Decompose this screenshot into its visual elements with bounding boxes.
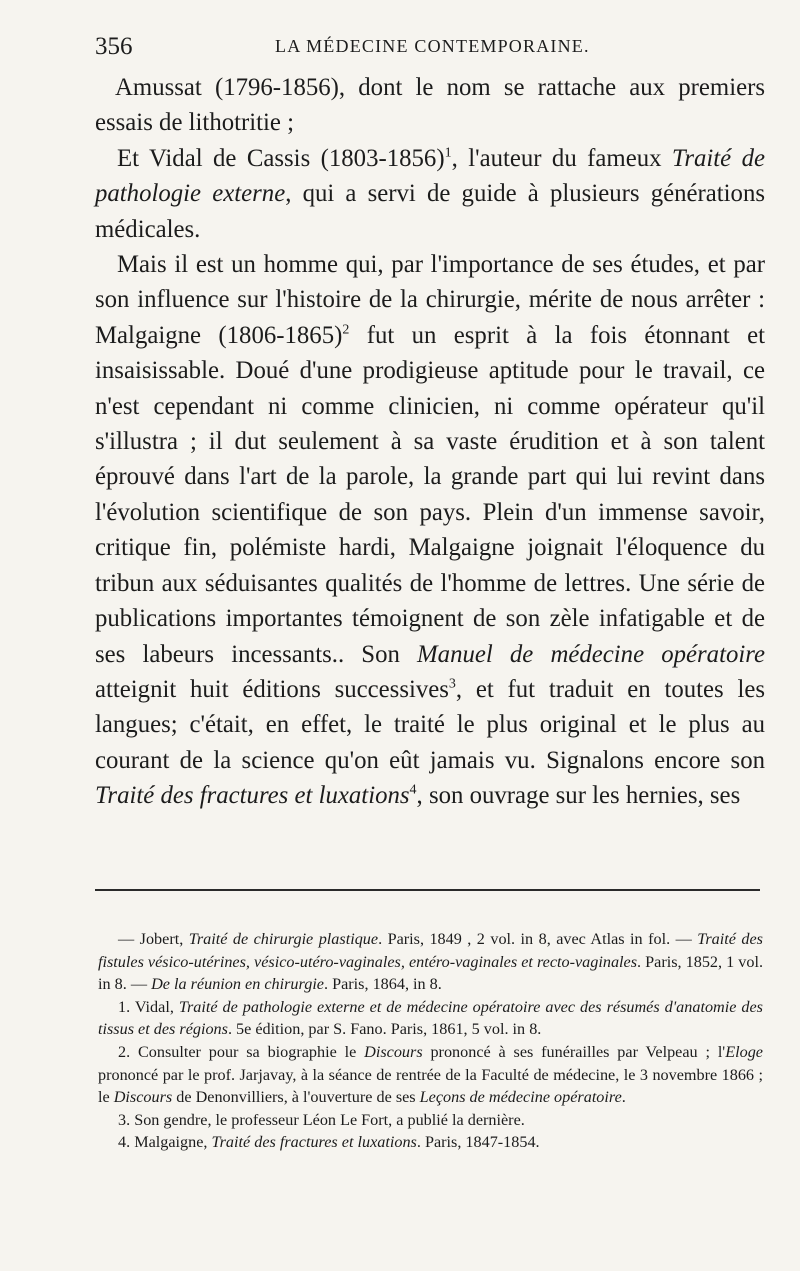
title-italic: Traité des fractures et luxations bbox=[95, 782, 410, 810]
page-number: 356 bbox=[95, 33, 133, 60]
running-title: LA MÉDECINE CONTEMPORAINE. bbox=[275, 36, 590, 56]
text-run: atteignit huit éditions successives bbox=[95, 675, 449, 703]
footnote-ref-4: 4 bbox=[409, 782, 417, 798]
footnotes bbox=[98, 928, 763, 1154]
title-italic: Traité de chirurgie plastique bbox=[188, 930, 379, 948]
footnote-ref-3: 3 bbox=[448, 676, 456, 692]
footnote-divider bbox=[95, 889, 760, 891]
footnote-ref-2: 2 bbox=[342, 322, 350, 338]
text-run: — Jobert, bbox=[118, 930, 189, 948]
title-italic: Discours bbox=[113, 1088, 173, 1107]
title-italic: Traité des fistules vésico-utérines, vésico-utéro-vaginales, entéro-vaginales et recto-vaginales bbox=[98, 930, 763, 971]
title-italic: Traité de pathologie externe et de médecine opératoire avec des résumés d'anatomie des tissus et des régions bbox=[98, 997, 763, 1039]
title-italic: Discours bbox=[364, 1042, 423, 1061]
title-italic: Traité des fractures et luxations bbox=[211, 1133, 417, 1152]
main-text bbox=[95, 70, 765, 814]
text-run: . Paris, 1849 , 2 vol. in 8, avec Atlas in fol. — bbox=[378, 930, 698, 948]
text-run: 1. Vidal, bbox=[118, 997, 179, 1016]
text-run: 4. Malgaigne, bbox=[118, 1133, 212, 1152]
text-run: , l'auteur du fameux bbox=[451, 144, 672, 172]
footnote-4 bbox=[98, 1131, 763, 1154]
title-italic: De la réunion en chirurgie bbox=[151, 975, 324, 994]
footnote-ref-1: 1 bbox=[444, 145, 452, 161]
title-italic: Traité de pathologie externe bbox=[95, 144, 765, 208]
paragraph-vidal bbox=[95, 141, 765, 247]
text-run: 2. Consulter pour sa biographie le bbox=[118, 1042, 365, 1061]
text-run: . Paris, 1852, 1 vol. in 8. — bbox=[98, 952, 764, 994]
text-run: . bbox=[621, 1088, 626, 1107]
text-run: prononcé par le prof. Jarjavay, à la séance de rentrée de la Faculté de médecine, le 3 novembre 1866 ; le bbox=[98, 1065, 763, 1107]
footnote-2 bbox=[98, 1041, 763, 1109]
title-italic: Manuel de médecine opératoire bbox=[417, 640, 765, 668]
text-run: Mais il est un homme qui, par l'importance de ses études, et par son influence sur l'histoire de la chirurgie, mérite de nous arrêter : Malgaigne (1806-1865) bbox=[95, 251, 765, 349]
text-run: , et fut traduit en toutes les langues; c'était, en effet, le traité le plus original et le plus au courant de la science qu'on eût jamais vu. Signalons encore son bbox=[95, 675, 765, 774]
footnote-1 bbox=[98, 996, 763, 1041]
title-italic: Eloge bbox=[725, 1042, 763, 1061]
paragraph-malgaigne bbox=[95, 247, 765, 814]
page-header bbox=[95, 33, 765, 63]
text-run: . 5e édition, par S. Fano. Paris, 1861, 5 vol. in 8. bbox=[227, 1020, 542, 1039]
text-run: , son ouvrage sur les hernies, ses bbox=[416, 782, 741, 810]
text-run: . Paris, 1864, in 8. bbox=[324, 975, 442, 994]
text-run: Et Vidal de Cassis (1803-1856) bbox=[117, 144, 445, 172]
text-run: fut un esprit à la fois étonnant et insaisissable. Doué d'une prodigieuse aptitude pour le travail, ce n'est cependant ni comme clinicien, ni comme opérateur qu'il s'illustra ; il dut seulement à sa vaste érudition et à son talent éprouvé dans l'art de la parole, la grande part qui lui revint dans l'évolution scientifique de son pays. Plein d'un immense savoir, critique fin, polémiste hardi, Malgaigne joignait l'éloquence du tribun aux séduisantes qualités de l'homme de lettres. Une série de publications importantes témoignent de son zèle infatigable et de ses labeurs incessants.. Son bbox=[95, 321, 765, 668]
text-run: prononcé à ses funérailles par Velpeau ; l' bbox=[422, 1042, 726, 1061]
title-italic: Leçons de médecine opératoire bbox=[419, 1088, 622, 1107]
text-run: de Denonvilliers, à l'ouverture de ses bbox=[172, 1088, 420, 1107]
text-run: . Paris, 1847-1854. bbox=[416, 1133, 540, 1152]
paragraph-amussat: Amussat (1796-1856), dont le nom se rattache aux premiers essais de lithotritie ; bbox=[95, 74, 765, 137]
text-run: , qui a servi de guide à plusieurs générations médicales. bbox=[95, 180, 765, 243]
footnote-3: 3. Son gendre, le professeur Léon Le Fort, a publié la dernière. bbox=[118, 1110, 525, 1129]
footnote-jobert bbox=[98, 928, 763, 996]
